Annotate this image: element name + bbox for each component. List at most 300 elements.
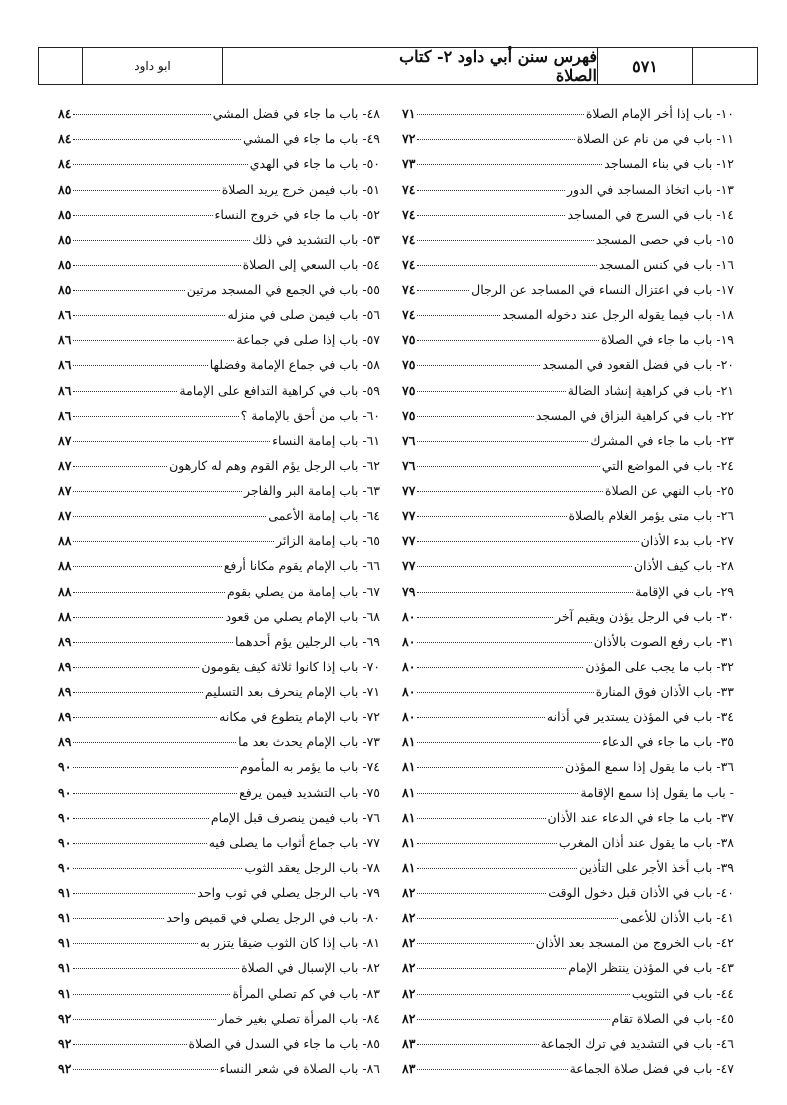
leader-dots — [73, 441, 270, 442]
entry-title: ٢٨- باب كيف الأذان — [633, 558, 734, 574]
leader-dots — [417, 139, 574, 140]
index-entry — [402, 1026, 734, 1051]
entry-title: ٢٣- باب ما جاء في المشرك — [590, 432, 734, 448]
entry-page-number: ٨١ — [402, 859, 416, 875]
entry-title: ٥٨- باب في جماع الإمامة وفضلها — [209, 357, 380, 373]
entry-title: ٥٣- باب التشديد في ذلك — [252, 231, 380, 247]
index-entry — [402, 950, 734, 975]
index-entry — [402, 925, 734, 950]
entry-page-number: ٨٥ — [58, 206, 72, 222]
leader-dots — [417, 391, 565, 392]
entry-page-number: ٧٥ — [402, 382, 416, 398]
index-entry — [58, 222, 380, 247]
index-entry — [402, 372, 734, 397]
leader-dots — [73, 516, 266, 517]
leader-dots — [73, 139, 241, 140]
leader-dots — [417, 340, 599, 341]
leader-dots — [417, 592, 633, 593]
index-entry — [58, 1026, 380, 1051]
entry-page-number: ٩١ — [58, 960, 72, 976]
entry-title: ٤٧- باب في فضل صلاة الجماعة — [569, 1060, 734, 1076]
entry-title: ٤١- باب الأذان للأعمى — [620, 910, 734, 926]
entry-title: ٢٦- باب متى يؤمر الغلام بالصلاة — [568, 508, 734, 524]
leader-dots — [417, 717, 544, 718]
entry-title: ٣٧- باب ما جاء في الدعاء عند الأذان — [547, 809, 734, 825]
leader-dots — [73, 592, 225, 593]
entry-page-number: ٧٦ — [402, 432, 416, 448]
entry-page-number: ٨٥ — [58, 282, 72, 297]
leader-dots — [417, 290, 469, 291]
entry-page-number: ٨٣ — [402, 1060, 416, 1076]
entry-page-number: ٨٢ — [402, 1010, 416, 1026]
leader-dots — [73, 416, 238, 417]
entry-title: ٤٠- باب في الأذان قبل دخول الوقت — [548, 885, 734, 900]
entry-page-number: ٧٧ — [402, 558, 416, 574]
leader-dots — [417, 164, 602, 165]
entry-page-number: ٧٥ — [402, 357, 416, 373]
index-entry — [58, 950, 380, 975]
leader-dots — [73, 491, 242, 492]
leader-dots — [73, 541, 274, 542]
entry-page-number: ٨٩ — [58, 709, 72, 725]
entry-page-number: ٨٤ — [58, 156, 72, 172]
leader-dots — [73, 818, 208, 819]
entry-title: ٤٣- باب في المؤذن ينتظر الإمام — [568, 960, 734, 976]
leader-dots — [417, 943, 533, 944]
running-head: ابو داود — [83, 48, 223, 84]
entry-page-number: ٨١ — [402, 809, 416, 825]
entry-page-number: ٧٤ — [402, 256, 416, 272]
entry-page-number: ٨٢ — [402, 960, 416, 976]
entry-title: ٢٢- باب في كراهية البزاق في المسجد — [535, 407, 734, 423]
leader-dots — [73, 918, 164, 919]
entry-page-number: ٨٨ — [58, 608, 72, 624]
entry-page-number: ٨٢ — [402, 910, 416, 926]
entry-page-number: ٨٧ — [58, 508, 72, 524]
index-entry — [58, 925, 380, 950]
index-entry — [402, 96, 734, 121]
header-title: فهرس سنن أبي داود ٢- كتاب الصلاة — [223, 48, 598, 84]
index-entry — [58, 423, 380, 448]
leader-dots — [73, 164, 247, 165]
page-number: ٥٧١ — [598, 48, 693, 84]
leader-dots — [417, 566, 631, 567]
index-entry — [58, 146, 380, 171]
entry-title: ٦١- باب إمامة النساء — [272, 432, 380, 448]
entry-page-number: ٧٤ — [402, 282, 416, 297]
index-entry — [58, 247, 380, 272]
entry-title: ٣٦- باب ما يقول إذا سمع المؤذن — [565, 759, 734, 775]
entry-title: ٢٧- باب بدء الأذان — [640, 533, 734, 549]
leader-dots — [417, 1019, 609, 1020]
leader-dots — [73, 240, 250, 241]
index-entry — [58, 171, 380, 196]
entry-page-number: ٩١ — [58, 935, 72, 951]
entry-title: ١٦- باب في كنس المسجد — [599, 256, 734, 272]
index-entry — [58, 749, 380, 774]
entry-page-number: ٩١ — [58, 910, 72, 926]
leader-dots — [73, 968, 239, 969]
entry-title: ٦٥- باب إمامة الزائر — [275, 533, 380, 549]
entry-title: ٧٠- باب إذا كانوا ثلاثة كيف يقومون — [201, 658, 380, 674]
index-entry — [402, 347, 734, 372]
index-entry — [58, 372, 380, 397]
entry-page-number: ٨٠ — [402, 684, 416, 699]
leader-dots — [73, 190, 219, 191]
entry-title: ٤٤- باب في التثويب — [631, 985, 734, 1001]
entry-page-number: ٨١ — [402, 734, 416, 750]
leader-dots — [417, 315, 500, 316]
entry-page-number: ٩٠ — [58, 784, 72, 800]
index-entry — [402, 800, 734, 825]
index-entry — [402, 573, 734, 598]
index-entry — [58, 900, 380, 925]
index-entry — [58, 599, 380, 624]
entry-title: ١٣- باب اتخاذ المساجد في الدور — [566, 181, 734, 197]
entry-title: ٧٢- باب الإمام يتطوع في مكانه — [219, 709, 380, 725]
index-entry — [58, 699, 380, 724]
entry-page-number: ٨٢ — [402, 935, 416, 951]
leader-dots — [417, 918, 618, 919]
index-entry — [402, 171, 734, 196]
entry-title: ١٠- باب إذا أخر الإمام الصلاة — [585, 106, 734, 122]
index-entry — [402, 297, 734, 322]
entry-title: ٥١- باب فيمن خرج يريد الصلاة — [221, 181, 380, 197]
index-entry — [58, 674, 380, 699]
entry-page-number: ٨٧ — [58, 483, 72, 498]
index-entry — [58, 800, 380, 825]
leader-dots — [417, 1069, 567, 1070]
entry-page-number: ٨٦ — [58, 332, 72, 348]
leader-dots — [73, 315, 225, 316]
leader-dots — [417, 893, 546, 894]
entry-page-number: ٧٤ — [402, 206, 416, 222]
index-entry — [402, 146, 734, 171]
index-entry — [58, 322, 380, 347]
entry-title: ٥٧- باب إذا صلى في جماعة — [236, 332, 380, 348]
entry-title: ٨٢- باب الإسبال في الصلاة — [241, 960, 380, 976]
entry-title: ٤٥- باب في الصلاة تقام — [611, 1010, 734, 1026]
leader-dots — [73, 340, 234, 341]
entry-title: ٢٤- باب في المواضع التي — [601, 457, 734, 473]
entry-title: ٦٠- باب من أحق بالإمامة ؟ — [240, 407, 380, 423]
index-entry — [58, 774, 380, 799]
leader-dots — [417, 416, 533, 417]
index-entry — [402, 599, 734, 624]
entry-page-number: ٧٦ — [402, 457, 416, 473]
index-entry — [402, 900, 734, 925]
page-header — [38, 47, 758, 85]
entry-title: ٤٢- باب الخروج من المسجد بعد الأذان — [535, 935, 734, 951]
leader-dots — [73, 466, 167, 467]
leader-dots — [73, 667, 199, 668]
entry-page-number: ٨٨ — [58, 533, 72, 549]
entry-title: ٨٤- باب المرأة تصلي بغير خمار — [218, 1010, 380, 1026]
index-entry — [58, 398, 380, 423]
entry-page-number: ٧٧ — [402, 533, 416, 549]
index-entry — [402, 548, 734, 573]
leader-dots — [417, 818, 545, 819]
index-entry — [58, 975, 380, 1000]
entry-page-number: ٨٤ — [58, 131, 72, 147]
leader-dots — [417, 793, 578, 794]
index-column-left — [58, 96, 380, 1076]
index-entry — [58, 850, 380, 875]
leader-dots — [417, 516, 566, 517]
entry-title: ٧٨- باب الرجل يعقد الثوب — [244, 859, 380, 875]
entry-title: ١٤- باب في السرج في المساجد — [567, 206, 734, 222]
entry-page-number: ٧٧ — [402, 508, 416, 524]
index-entry — [402, 121, 734, 146]
index-entry — [58, 272, 380, 297]
leader-dots — [417, 215, 565, 216]
index-entry — [402, 473, 734, 498]
entry-page-number: ٧٤ — [402, 307, 416, 323]
entry-page-number: ٨٨ — [58, 558, 72, 574]
leader-dots — [417, 767, 563, 768]
index-entry — [402, 498, 734, 523]
leader-dots — [417, 240, 593, 241]
leader-dots — [73, 1069, 217, 1070]
entry-title: ٦٧- باب إمامة من يصلي بقوم — [226, 583, 380, 599]
entry-page-number: ٩٠ — [58, 859, 72, 875]
entry-title: ٦٩- باب الرجلين يؤم أحدهما — [234, 633, 380, 649]
entry-page-number: ٩١ — [58, 985, 72, 1001]
entry-page-number: ٩١ — [58, 885, 72, 900]
leader-dots — [73, 290, 184, 291]
entry-title: ٣٨- باب ما يقول عند أذان المغرب — [558, 834, 734, 850]
entry-page-number: ٩٢ — [58, 1060, 72, 1076]
entry-page-number: ٨١ — [402, 759, 416, 775]
index-entry — [58, 448, 380, 473]
entry-page-number: ٧٣ — [402, 156, 416, 172]
entry-page-number: ٨٩ — [58, 734, 72, 750]
leader-dots — [73, 1044, 186, 1045]
leader-dots — [73, 994, 230, 995]
index-entry — [402, 197, 734, 222]
leader-dots — [417, 265, 597, 266]
entry-page-number: ٨٥ — [58, 231, 72, 247]
index-entry — [402, 272, 734, 297]
entry-title: ٧٧- باب جماع أثواب ما يصلى فيه — [208, 834, 380, 850]
leader-dots — [417, 466, 599, 467]
leader-dots — [417, 441, 588, 442]
leader-dots — [417, 843, 556, 844]
entry-title: ٢٥- باب النهي عن الصلاة — [605, 483, 734, 498]
entry-page-number: ٨٥ — [58, 181, 72, 197]
entry-page-number: ٨٠ — [402, 608, 416, 624]
entry-title: ٥٢- باب ما جاء في خروج النساء — [214, 206, 380, 222]
index-entry — [58, 121, 380, 146]
entry-page-number: ٩٠ — [58, 759, 72, 775]
entry-page-number: ٨٠ — [402, 633, 416, 649]
entry-title: ٥٩- باب في كراهية التدافع على الإمامة — [179, 382, 380, 398]
index-entry — [58, 197, 380, 222]
index-entry — [402, 850, 734, 875]
index-entry — [402, 423, 734, 448]
entry-page-number: ٨٤ — [58, 106, 72, 122]
leader-dots — [73, 642, 233, 643]
leader-dots — [73, 391, 177, 392]
entry-title: ٧٤- باب ما يؤمر به المأموم — [239, 759, 380, 775]
index-entry — [58, 573, 380, 598]
index-entry — [402, 523, 734, 548]
entry-page-number: ٨١ — [402, 834, 416, 850]
index-entry — [402, 699, 734, 724]
entry-page-number: ٨٠ — [402, 658, 416, 674]
index-entry — [402, 749, 734, 774]
entry-title: ٧١- باب الإمام ينحرف بعد التسليم — [204, 684, 380, 699]
index-entry — [58, 473, 380, 498]
entry-title: ٧٣- باب الإمام يحدث بعد ما — [238, 734, 380, 750]
entry-page-number: ٨٨ — [58, 583, 72, 599]
entry-title: ٤٩- باب ما جاء في المشي — [243, 131, 380, 147]
leader-dots — [417, 868, 577, 869]
entry-title: ١٥- باب في حصى المسجد — [595, 231, 734, 247]
index-entry — [402, 247, 734, 272]
entry-title: ١٨- باب فيما يقوله الرجل عند دخوله المسجد — [502, 307, 734, 323]
index-entry — [402, 322, 734, 347]
leader-dots — [73, 566, 221, 567]
index-entry — [58, 825, 380, 850]
entry-page-number: ٧٤ — [402, 231, 416, 247]
entry-page-number: ٨٣ — [402, 1035, 416, 1051]
index-entry — [58, 624, 380, 649]
entry-page-number: ٨٦ — [58, 407, 72, 423]
leader-dots — [73, 114, 210, 115]
leader-dots — [73, 617, 223, 618]
index-entry — [58, 548, 380, 573]
leader-dots — [73, 793, 237, 794]
index-entry — [402, 875, 734, 900]
entry-title: ٨٥- باب ما جاء في السدل في الصلاة — [188, 1035, 380, 1051]
leader-dots — [73, 868, 242, 869]
index-entry — [402, 724, 734, 749]
entry-title: ٣٢- باب ما يجب على المؤذن — [585, 658, 734, 674]
leader-dots — [73, 893, 195, 894]
entry-title: ٦٤- باب إمامة الأعمى — [268, 508, 380, 524]
entry-title: ٤٨- باب ما جاء في فضل المشي — [212, 106, 380, 122]
index-entry — [58, 297, 380, 322]
entry-title: ١٢- باب في بناء المساجد — [604, 156, 734, 172]
index-entry — [58, 498, 380, 523]
entry-page-number: ٨٩ — [58, 658, 72, 674]
entry-page-number: ٧٧ — [402, 483, 416, 498]
leader-dots — [417, 190, 565, 191]
entry-title: ٣٠- باب في الرجل يؤذن ويقيم آخر — [554, 608, 734, 624]
leader-dots — [417, 365, 540, 366]
leader-dots — [417, 617, 553, 618]
entry-title: ٣٥- باب ما جاء في الدعاء — [602, 734, 734, 750]
entry-page-number: ٧٥ — [402, 407, 416, 423]
index-entry — [58, 1051, 380, 1076]
entry-title: ١٩- باب ما جاء في الصلاة — [600, 332, 734, 348]
leader-dots — [73, 943, 197, 944]
entry-page-number: ٩٢ — [58, 1010, 72, 1026]
index-entry — [58, 523, 380, 548]
index-entry — [402, 624, 734, 649]
entry-title: ٢٩- باب في الإقامة — [635, 583, 734, 599]
entry-title: ٨٦- باب الصلاة في شعر النساء — [219, 1060, 380, 1076]
index-entry — [58, 724, 380, 749]
entry-title: ٣٩- باب أخذ الأجر على التأذين — [578, 859, 734, 875]
leader-dots — [73, 692, 202, 693]
index-entry — [58, 1001, 380, 1026]
index-entry — [58, 347, 380, 372]
leader-dots — [417, 541, 638, 542]
entry-page-number: ٨٠ — [402, 709, 416, 725]
leader-dots — [417, 692, 593, 693]
entry-page-number: ٨٩ — [58, 684, 72, 699]
entry-page-number: ٩٢ — [58, 1035, 72, 1051]
index-entry — [58, 649, 380, 674]
entry-page-number: ٧٤ — [402, 181, 416, 197]
index-column-right — [402, 96, 734, 1076]
entry-page-number: ٨٦ — [58, 357, 72, 373]
entry-title: ٧٦- باب فيمن ينصرف قبل الإمام — [210, 809, 380, 825]
entry-title: ٨٣- باب في كم تصلي المرأة — [232, 985, 380, 1001]
leader-dots — [73, 265, 240, 266]
entry-title: ٧٥- باب التشديد فيمن يرفع — [239, 784, 380, 800]
entry-title: - باب ما يقول إذا سمع الإقامة — [580, 784, 734, 800]
entry-page-number: ٨١ — [402, 784, 416, 800]
entry-title: ١٧- باب في اعتزال النساء في المساجد عن الرجال — [471, 282, 734, 297]
entry-title: ٥٥- باب في الجمع في المسجد مرتين — [186, 282, 380, 297]
leader-dots — [73, 1019, 216, 1020]
entry-page-number: ٧٥ — [402, 332, 416, 348]
index-entry — [402, 1001, 734, 1026]
leader-dots — [417, 1044, 538, 1045]
entry-title: ٥٤- باب السعي إلى الصلاة — [242, 256, 380, 272]
entry-page-number: ٨٩ — [58, 633, 72, 649]
header-blank-right — [693, 48, 757, 84]
entry-title: ٢١- باب في كراهية إنشاد الضالة — [567, 382, 734, 398]
entry-page-number: ٨٧ — [58, 432, 72, 448]
entry-title: ٧٩- باب الرجل يصلي في ثوب واحد — [197, 885, 380, 900]
entry-title: ٦٣- باب إمامة البر والفاجر — [243, 483, 380, 498]
index-entry — [58, 96, 380, 121]
index-entry — [402, 222, 734, 247]
entry-title: ٣٤- باب في المؤذن يستدير في أذانه — [546, 709, 734, 725]
index-entry — [402, 774, 734, 799]
entry-title: ٦٨- باب الإمام يصلي من قعود — [225, 608, 380, 624]
entry-title: ٢٠- باب في فضل القعود في المسجد — [542, 357, 734, 373]
entry-page-number: ٨٧ — [58, 457, 72, 473]
leader-dots — [73, 215, 212, 216]
entry-page-number: ٩٠ — [58, 809, 72, 825]
entry-page-number: ٨٢ — [402, 985, 416, 1001]
index-entry — [402, 1051, 734, 1076]
entry-title: ٣٣- باب الأذان فوق المنارة — [595, 684, 734, 699]
entry-page-number: ٧٢ — [402, 131, 416, 147]
entry-title: ٥٠- باب ما جاء في الهدي — [249, 156, 380, 172]
entry-title: ١١- باب في من نام عن الصلاة — [576, 131, 734, 147]
index-entry — [402, 825, 734, 850]
index-entry — [402, 649, 734, 674]
entry-title: ٨١- باب إذا كان الثوب ضيقا يتزر به — [199, 935, 380, 951]
entry-page-number: ٨٥ — [58, 256, 72, 272]
index-entry — [402, 975, 734, 1000]
leader-dots — [73, 742, 236, 743]
leader-dots — [417, 642, 591, 643]
entry-title: ٤٦- باب في التشديد في ترك الجماعة — [540, 1035, 734, 1051]
entry-page-number: ٨٢ — [402, 885, 416, 900]
entry-title: ٦٢- باب الرجل يؤم القوم وهم له كارهون — [169, 457, 380, 473]
entry-title: ٦٦- باب الإمام يقوم مكانا أرفع — [223, 558, 380, 574]
index-entry — [402, 448, 734, 473]
entry-page-number: ٩٠ — [58, 834, 72, 850]
entry-page-number: ٧١ — [402, 106, 416, 122]
